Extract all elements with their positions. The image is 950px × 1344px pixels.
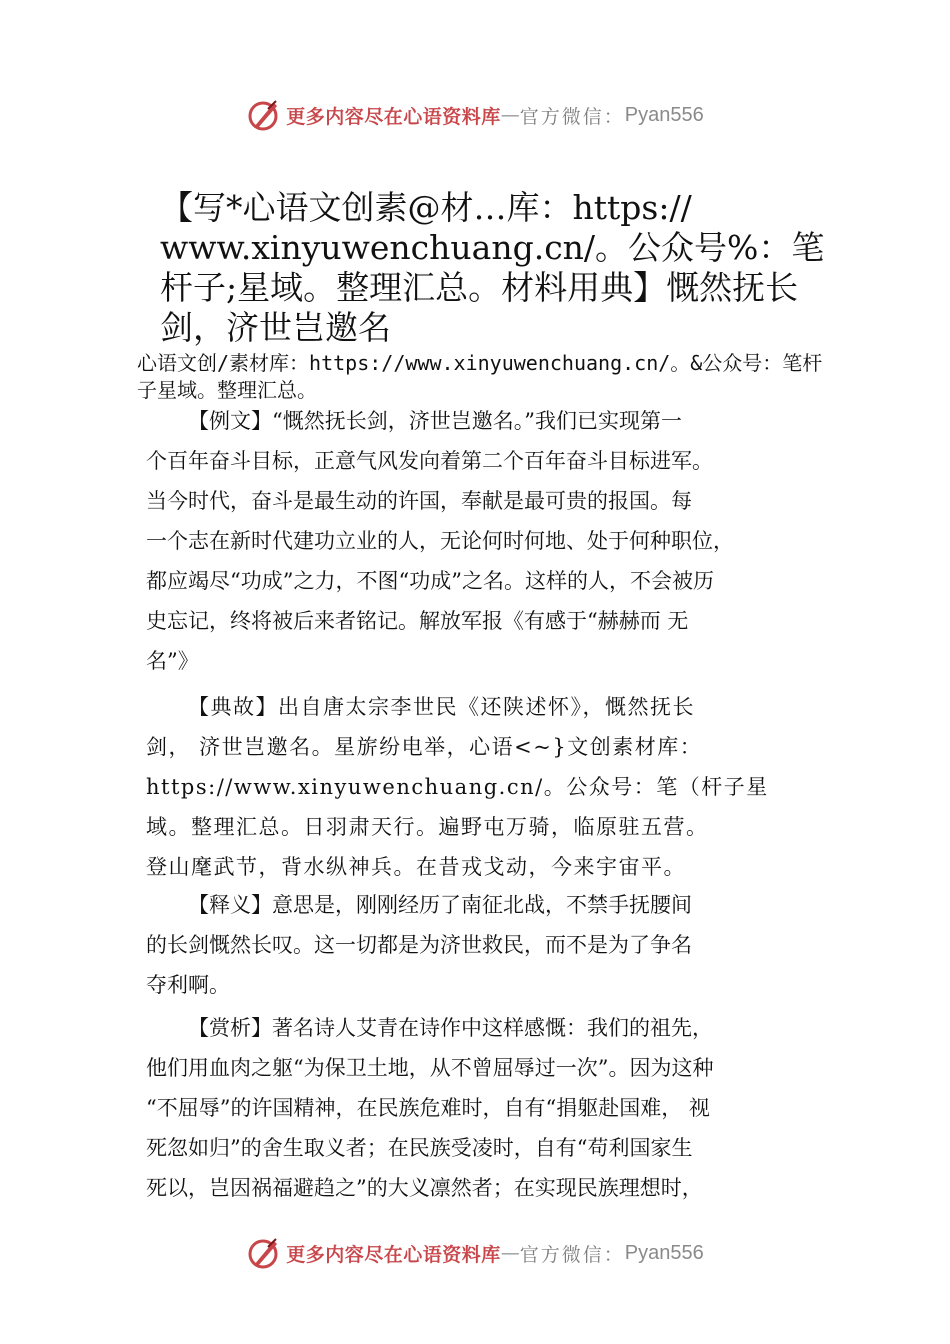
- paragraph-line: 个百年奋斗目标，正意气风发向着第二个百年奋斗目标进军。: [146, 449, 713, 473]
- banner-separator: —: [500, 1242, 520, 1264]
- paragraph-line: 当今时代，奋斗是最生动的许国，奉献是最可贵的报国。每: [146, 489, 692, 513]
- paragraph-line: 剑， 济世岂邀名。星旂纷电举，心语<~}文创素材库：: [146, 735, 703, 759]
- paragraph-line: 史忘记，终将被后来者铭记。解放军报《有感于“赫赫而 无: [146, 609, 689, 633]
- banner-wechat-id: Pyan556: [624, 103, 704, 126]
- document-subtitle: 心语文创/素材库：https://www.xinyuwenchuang.cn/。&公众号：笔杆子星域。整理汇总。: [137, 351, 823, 402]
- banner-site-name: 更多内容尽在心语资料库: [286, 1243, 501, 1266]
- paragraph-line: 一个志在新时代建功立业的人，无论何时何地、处于何种职位，: [146, 529, 734, 553]
- quill-logo-icon: [246, 1235, 282, 1271]
- banner-wechat-label: 官方微信：: [519, 1243, 625, 1266]
- paragraph-line: 都应竭尽“功成”之力，不图“功成”之名。这样的人，不会被历: [146, 569, 714, 593]
- paragraph-line: 【释义】意思是，刚刚经历了南征北战，不禁手抚腰间: [188, 893, 692, 917]
- banner-wechat-label: 官方微信：: [519, 105, 625, 128]
- paragraph-example: [146, 401, 846, 681]
- paragraph-line: 登山麾武节，背水纵神兵。在昔戎戈动，今来宇宙平。: [146, 855, 686, 879]
- paragraph-line: 的长剑慨然长叹。这一切都是为济世救民，而不是为了争名: [146, 933, 692, 957]
- paragraph-line: 【赏析】著名诗人艾青在诗作中这样感慨：我们的祖先，: [188, 1016, 713, 1040]
- paragraph-line: “不屈辱”的许国精神，在民族危难时，自有“捐躯赴国难， 视: [146, 1096, 710, 1120]
- paragraph-line: 【例文】“慨然抚长剑，济世岂邀名。”我们已实现第一: [188, 409, 682, 433]
- document-title: 【写*心语文创素@材…库：https:// www.xinyuwenchuang.cn/。公众号%：笔杆子;星域。整理汇总。材料用典】慨然抚长剑，济世岂邀名: [160, 188, 825, 347]
- paragraph-line: 域。整理汇总。日羽肃天行。遍野屯万骑，临原驻五营。: [146, 815, 709, 839]
- banner-wechat-id: Pyan556: [624, 1241, 704, 1264]
- paragraph-appreciation: [146, 1008, 846, 1208]
- paragraph-line: 他们用血肉之躯“为保卫土地，从不曾屈辱过一次”。因为这种: [146, 1056, 714, 1080]
- footer-banner: [0, 1233, 950, 1273]
- paragraph-line: 夺利啊。: [146, 973, 230, 997]
- banner-site-name: 更多内容尽在心语资料库: [286, 105, 501, 128]
- paragraph-line: 死忽如归”的舍生取义者；在民族受凌时，自有“苟利国家生: [146, 1136, 693, 1160]
- header-banner: [0, 95, 950, 135]
- paragraph-line: 【典故】出自唐太宗李世民《还陕述怀》，慨然抚长: [188, 695, 695, 719]
- paragraph-line: 名”》: [146, 649, 199, 673]
- quill-logo-icon: [246, 97, 282, 133]
- banner-separator: —: [500, 104, 520, 126]
- paragraph-allusion: [146, 687, 846, 887]
- paragraph-line: https://www.xinyuwenchuang.cn/。公众号：笔（杆子星: [146, 775, 769, 799]
- paragraph-meaning: [146, 885, 846, 1005]
- paragraph-line: 死以，岂因祸福避趋之”的大义凛然者；在实现民族理想时，: [146, 1176, 703, 1200]
